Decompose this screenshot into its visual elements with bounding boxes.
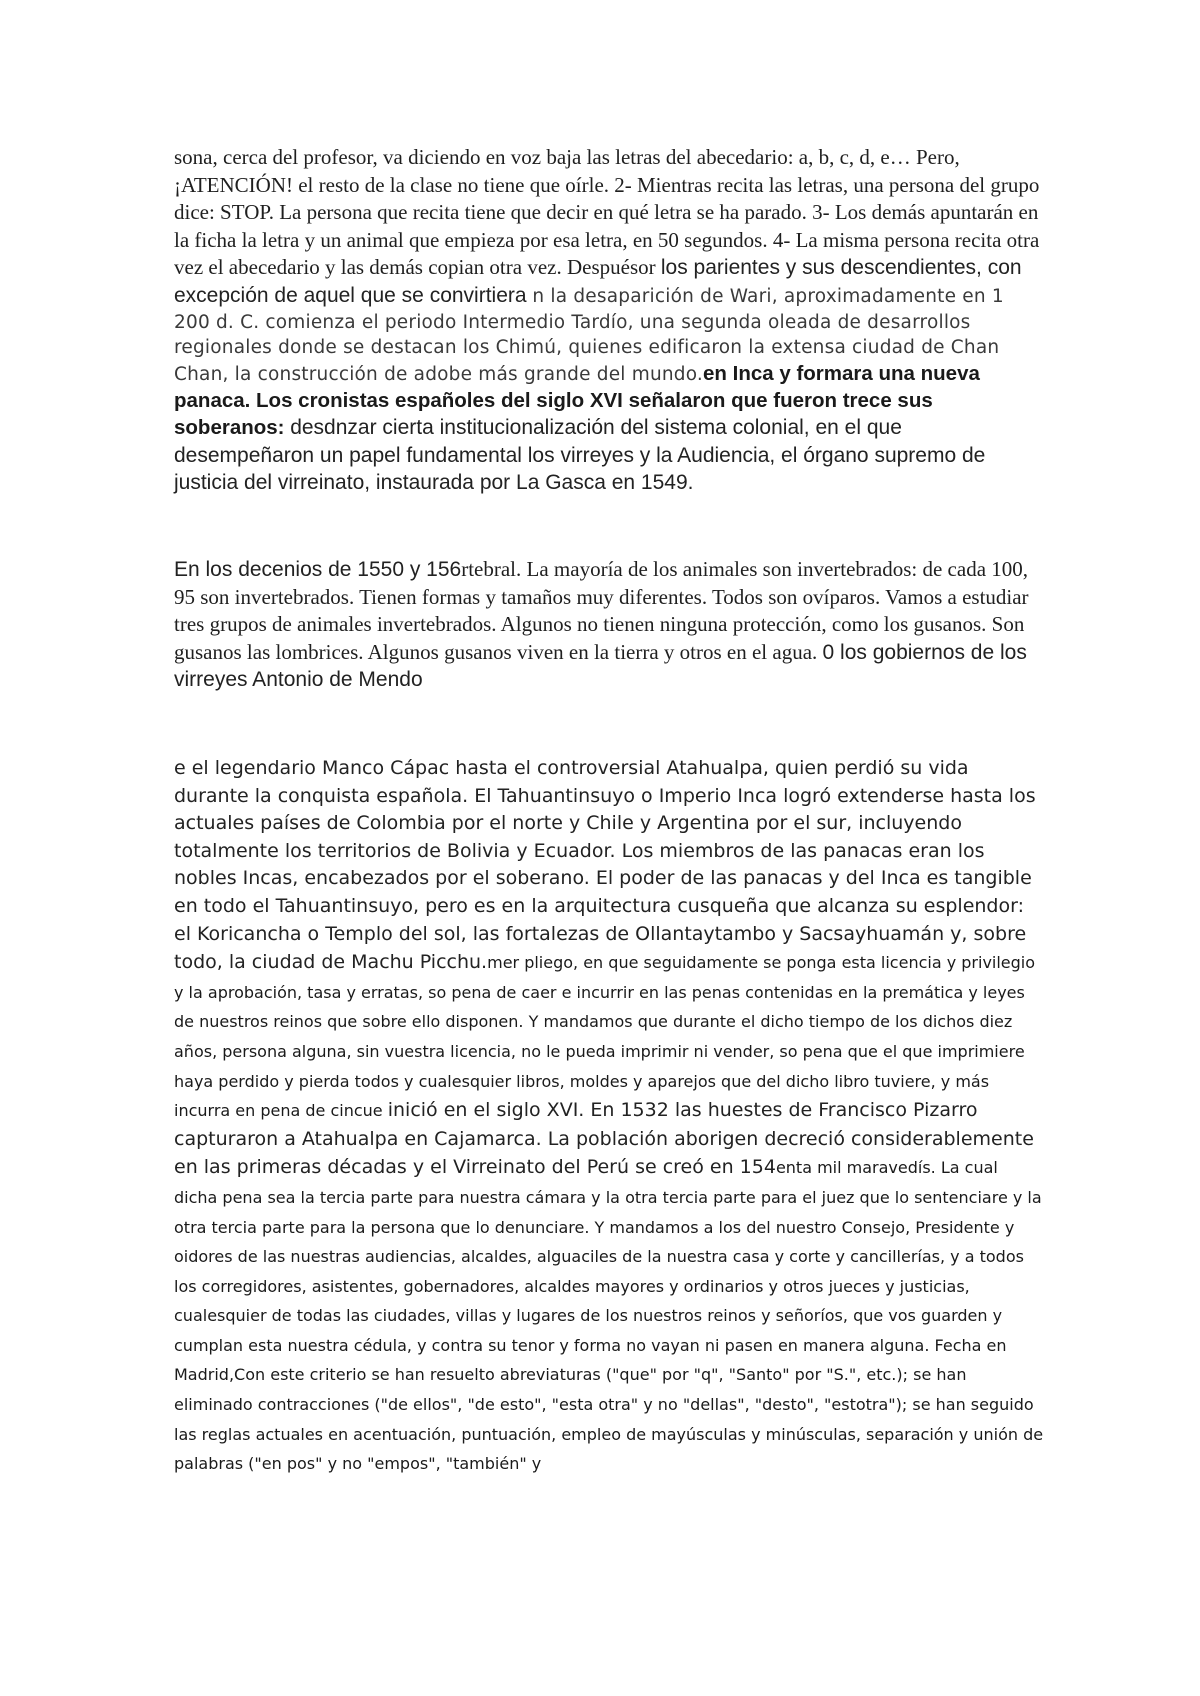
text-segment-sans-5: e el legendario Manco Cápac hasta el controversial Atahualpa, quien perdió su vida durante la conquista española. El Tahuantinsuyo o Imperio Inca logró extenderse hasta los actuales países de Colombia por el norte y Chile y Argentina por el sur, incluyendo totalmente los territorios de Bolivia y Ecuador. Los miembros de las panacas eran los nobles Incas, encabezados por el soberano. El poder de las panacas y del Inca es tangible en todo el Tahuantinsuyo, pero es en la arquitectura cusqueña que alcanza su esplendor: el Koricancha o Templo del sol, las fortalezas de Ollantaytambo y Sacsayhuamán y, sobre todo, la ciudad de Machu Picchu. — [174, 757, 1042, 974]
text-segment-serif-1: sona, cerca del profesor, va diciendo en voz baja las letras del abecedario: a, b, c, d, e… Pero, ¡ATENCIÓN! el resto de la clase no tiene que oírle. 2- Mientras recita las letras, una persona del grupo dice: STOP. La persona que recita tiene que decir en qué letra se ha parado. 3- Los demás apuntarán en la ficha la letra y un animal que empieza por esa letra, en 50 segundos. 4- La misma persona recita otra vez el abecedario y las demás copian otra vez. Despuésor — [174, 145, 1045, 280]
text-segment-small-1: mer pliego, en que seguidamente se ponga esta licencia y privilegio y la aprobación, tasa y erratas, so pena de caer e incurrir en las penas contenidas en la premática y leyes de nuestros reinos que sobre ello disponen. Y mandamos que durante el dicho tiempo de los dichos diez años, persona alguna, sin vuestra licencia, no le pueda imprimir ni vender, so pena que el que imprimiere haya perdido y pierda todos y cualesquier libros, moldes y aparejos que del dicho libro tuviere, y más incurra en pena de cincue — [174, 953, 1041, 1121]
text-segment-sans-2: desdnzar cierta institucionalización del sistema colonial, en el que desempeñaron un papel fundamental los virreyes y la Audiencia, el órgano supremo de justicia del virreinato, instaurada por La Gasca en 1549. — [174, 416, 992, 495]
text-segment-serif-2: rtebral. La mayoría de los animales son invertebrados: de cada 100, 95 son invertebrados. Tienen formas y tamaños muy diferentes. Todos son ovíparos. Vamos a estudiar tres grupos de animales invertebrados. Algunos no tienen ninguna protección, como los gusanos. Son gusanos las lombrices. Algunos gusanos viven en la tierra y otros en el agua. — [174, 557, 1034, 664]
paragraph-1 — [174, 144, 1044, 497]
text-segment-bold-1: en Inca y formara una nueva panaca. Los cronistas españoles del siglo XVI señalaron que fueron trece sus soberanos: — [174, 361, 986, 440]
text-segment-sans-3: En los decenios de 1550 y 156 — [174, 558, 462, 581]
text-segment-sans-1: los parientes y sus descendientes, con excepción de aquel que se convirtiera — [174, 256, 1028, 307]
text-segment-small-2: enta mil maravedís. La cual dicha pena sea la tercia parte para nuestra cámara y la otra tercia parte para el juez que lo sentenciare y la otra tercia parte para la persona que lo denunciare. Y mandamos a los del nuestro Consejo, Presidente y oidores de las nuestras audiencias, alcaldes, alguaciles de la nuestra casa y corte y cancillerías, y a todos los corregidores, asistentes, gobernadores, alcaldes mayores y ordinarios y otros jueces y justicias, cualesquier de todas las ciudades, villas y lugares de los nuestros reinos y señoríos, que vos guarden y cumplan esta nuestra cédula, y contra su tenor y forma no vayan ni pasen en manera alguna. Fecha en Madrid,Con este criterio se han resuelto abreviaturas ("que" por "q", "Santo" por "S.", etc.); se han eliminado contracciones ("de ellos", "de esto", "esta otra" y no "dellas", "desto", "estotra"); se han seguido las reglas actuales en acentuación, puntuación, empleo de mayúsculas y minúsculas, separación y unión de palabras ("en pos" y no "empos", "también" y — [174, 1158, 1049, 1474]
paragraph-2 — [174, 556, 1044, 694]
text-segment-sans-6: inició en el siglo XVI. En 1532 las huestes de Francisco Pizarro capturaron a Atahualpa en Cajamarca. La población aborigen decreció considerablemente en las primeras décadas y el Virreinato del Perú se creó en 154 — [174, 1099, 1040, 1179]
text-segment-light-1: n la desaparición de Wari, aproximadamente en 1 200 d. C. comienza el periodo Intermedio Tardío, una segunda oleada de desarrollos regionales donde se destacan los Chimú, quienes edificaron la extensa ciudad de Chan Chan, la construcción de adobe más grande del mundo. — [174, 285, 1010, 385]
text-segment-sans-4: 0 los gobiernos de los virreyes Antonio de Mendo — [174, 640, 1033, 692]
paragraph-3 — [174, 755, 1049, 1479]
